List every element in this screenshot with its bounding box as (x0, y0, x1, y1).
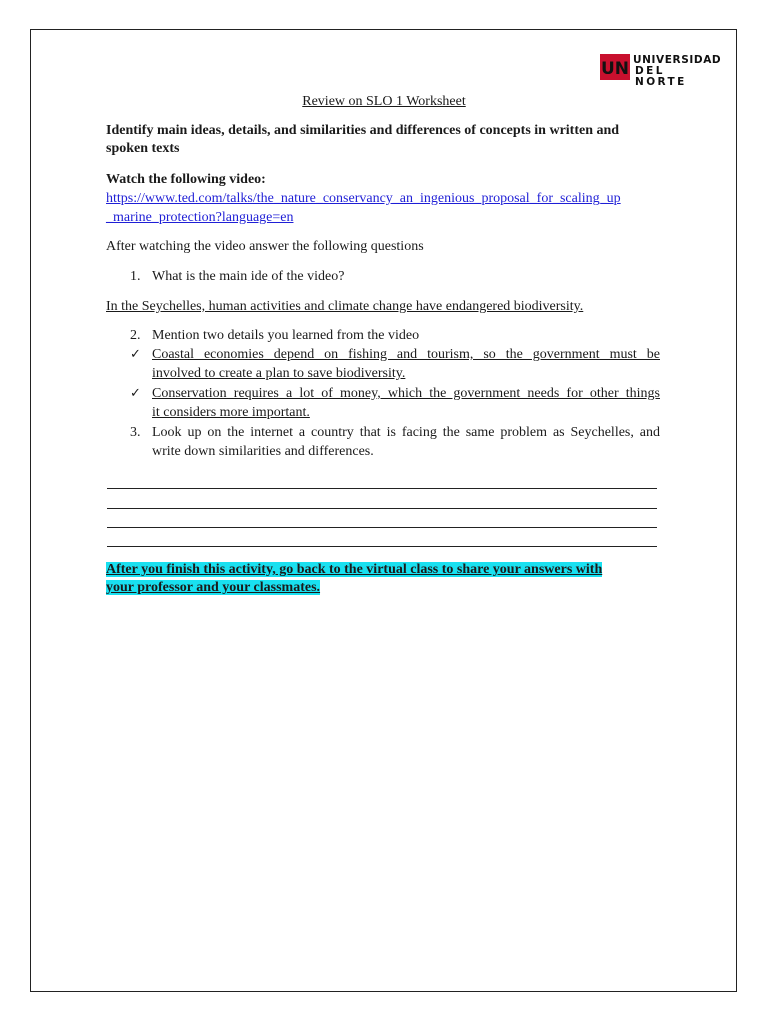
detail-1-line-2: involved to create a plan to save biodiversity. (152, 366, 406, 381)
question-3-line-2: write down similarities and differences. (152, 444, 374, 459)
checkmark-icon: ✓ (130, 347, 141, 362)
detail-2-line-2: it considers more important. (152, 405, 310, 420)
logo-mark-text: UN (600, 59, 630, 79)
question-3-line-1: Look up on the internet a country that is facing the same problem as Seychelles, and (152, 425, 660, 440)
watch-label: Watch the following video: (106, 172, 266, 187)
answer-1: In the Seychelles, human activities and climate change have endangered biodiversity. (106, 299, 584, 314)
answer-line[interactable] (107, 527, 657, 528)
instructions: After watching the video answer the following questions (106, 239, 424, 254)
worksheet-title: Review on SLO 1 Worksheet (302, 94, 466, 109)
university-logo (600, 54, 722, 88)
answer-line[interactable] (107, 488, 657, 489)
question-2-number: 2. (130, 328, 141, 343)
final-instruction (106, 561, 602, 597)
logo-line-1: UNIVERSIDAD (633, 54, 722, 66)
question-1-number: 1. (130, 269, 141, 284)
answer-line[interactable] (107, 546, 657, 547)
answer-line[interactable] (107, 508, 657, 509)
question-3-number: 3. (130, 425, 141, 440)
question-1-text: What is the main ide of the video? (152, 269, 345, 284)
video-link-line-2[interactable]: _marine_protection?language=en (106, 210, 294, 225)
detail-1-line-1: Coastal economies depend on fishing and tourism, so the government must be (152, 347, 660, 362)
question-2-text: Mention two details you learned from the video (152, 328, 420, 343)
final-instruction-line-1: After you finish this activity, go back to the virtual class to share your answers with (106, 562, 603, 577)
checkmark-icon: ✓ (130, 386, 141, 401)
final-instruction-line-2: your professor and your classmates. (106, 580, 321, 595)
objective-line-2: spoken texts (106, 141, 180, 156)
logo-line-2: DEL NORTE (635, 65, 687, 88)
detail-2-line-1: Conservation requires a lot of money, which the government needs for other things (152, 386, 660, 401)
objective-line-1: Identify main ideas, details, and similarities and differences of concepts in written and (106, 123, 620, 138)
universidad-del-norte-logo-icon (600, 54, 630, 80)
video-link-line-1[interactable]: https://www.ted.com/talks/the_nature_conservancy_an_ingenious_proposal_for_scaling_up (106, 191, 621, 206)
